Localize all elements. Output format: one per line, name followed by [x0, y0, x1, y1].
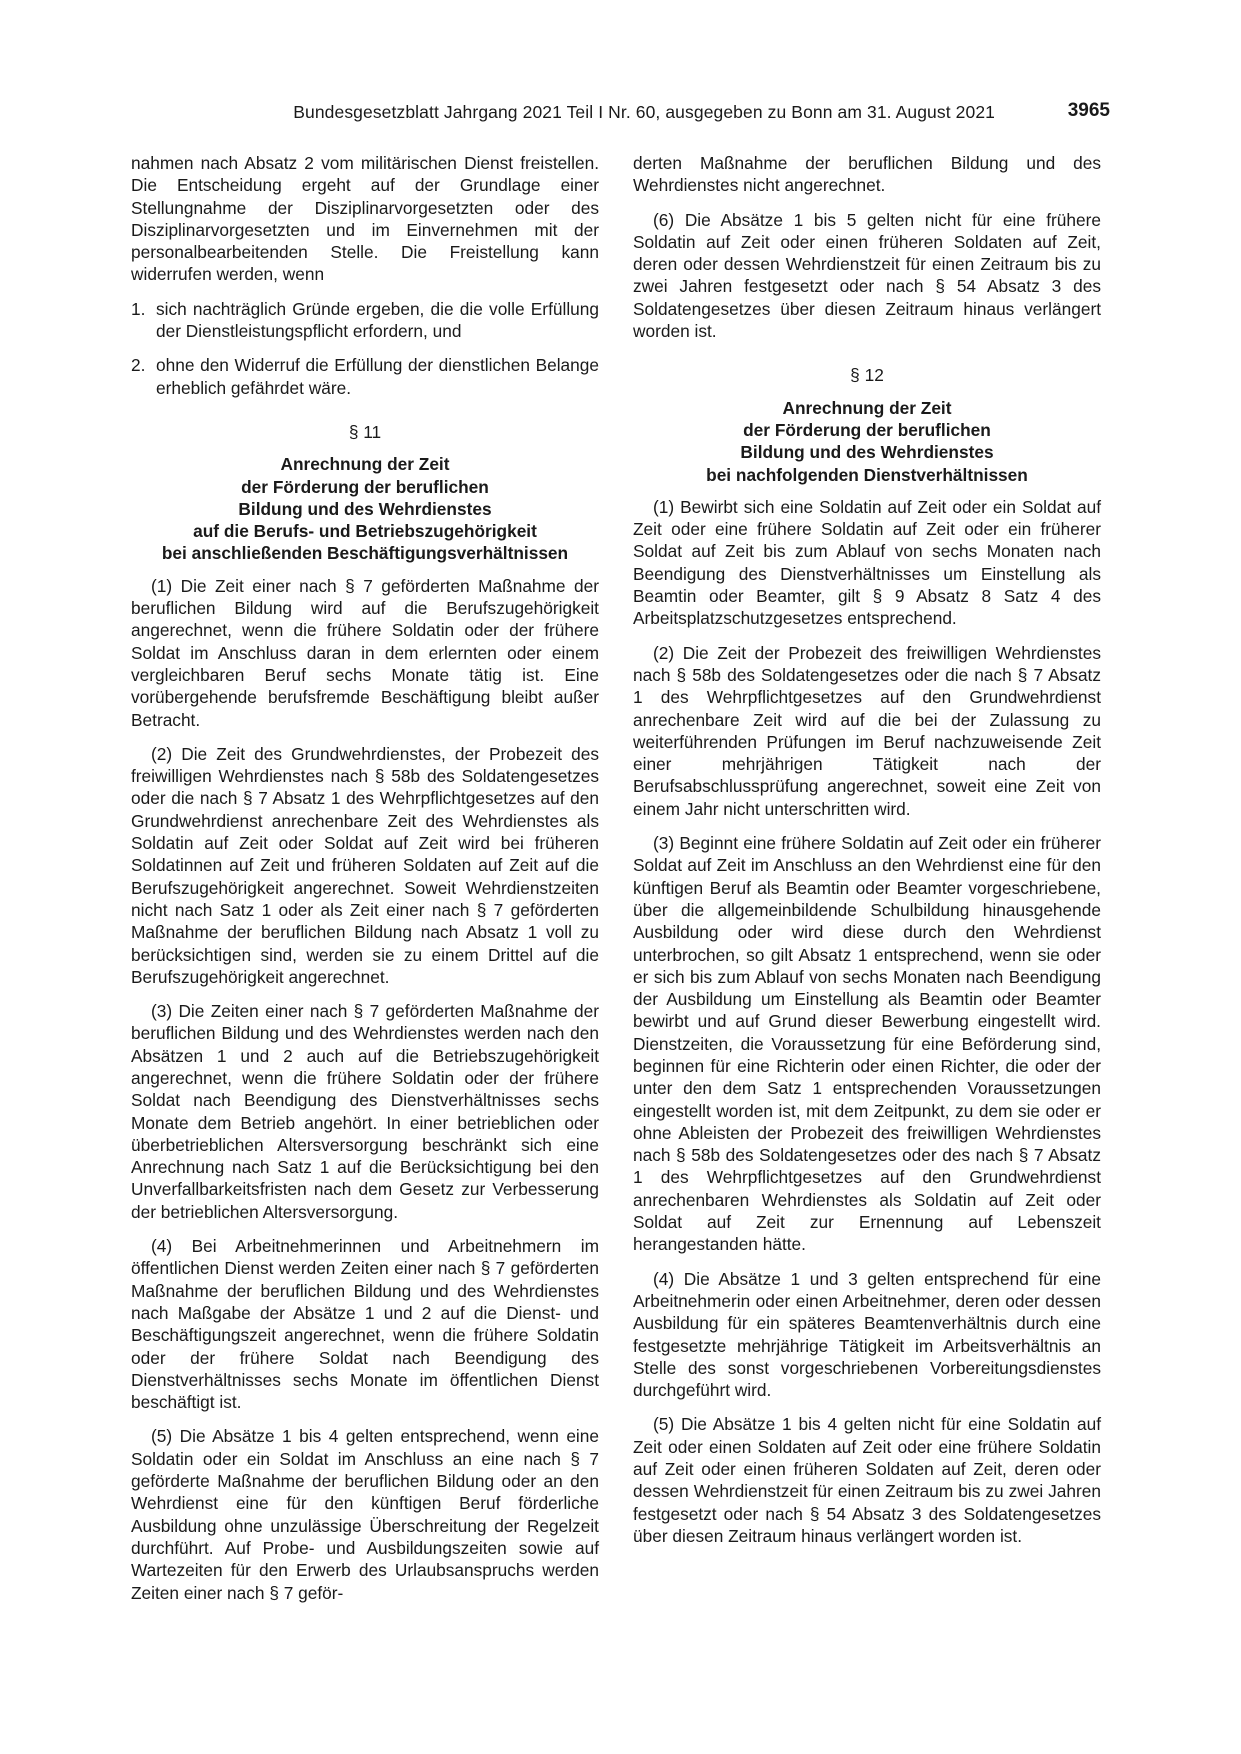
- section-12-paragraph-1: (1) Bewirbt sich eine Soldatin auf Zeit oder ein Soldat auf Zeit oder eine frühere Soldatin auf Zeit oder ein früherer Soldat auf Zeit bis zum Ablauf von sechs Monaten nach Beendigung des Dienstverhältnisses um Einstellung als Beamtin oder Beamter, gilt § 9 Absatz 8 Satz 4 des Arbeitsplatzschutzgesetzes entsprechend.: [633, 496, 1101, 629]
- section-11-paragraph-3: (3) Die Zeiten einer nach § 7 geförderten Maßnahme der beruflichen Bildung und des Wehrdienstes werden nach den Absätzen 1 und 2 auch auf die Betriebszugehörigkeit angerechnet, wenn die frühere Soldatin oder der frühere Soldat nach Beendigung des Dienstverhältnisses sechs Monate dem Betrieb angehört. In einer betrieblichen oder überbetrieblichen Altersversorgung beschränkt sich eine Anrechnung nach Satz 1 auf die Berücksichtigung bei den Unverfallbarkeitsfristen nach dem Gesetz zur Verbesserung der betrieblichen Altersversorgung.: [131, 1001, 599, 1222]
- section-title-line: der Förderung der beruflichen: [241, 476, 489, 497]
- section-11-paragraph-1: (1) Die Zeit einer nach § 7 geförderten Maßnahme der beruflichen Bildung wird auf die Berufszugehörigkeit angerechnet, wenn die frühere Soldatin oder der frühere Soldat im Anschluss daran in dem erlernten oder einem vergleichbaren Beruf sechs Monate tätig ist. Eine vorübergehende berufsfremde Beschäftigung bleibt außer Betracht.: [131, 575, 599, 730]
- section-12-title: [633, 397, 1101, 486]
- section-title-line: Anrechnung der Zeit: [280, 454, 450, 475]
- section-11-paragraph-4: (4) Bei Arbeitnehmerinnen und Arbeitnehmern im öffentlichen Dienst werden Zeiten einer nach § 7 geförderten Maßnahme der beruflichen Bildung und des Wehrdienstes nach Maßgabe der Absätze 1 und 2 auf die Dienst- und Beschäftigungszeit angerechnet, wenn die frühere Soldatin oder der frühere Soldat nach Beendigung des Dienstverhältnisses sechs Monate im öffentlichen Dienst beschäftigt ist.: [131, 1236, 599, 1413]
- section-title-line: Anrechnung der Zeit: [782, 397, 952, 418]
- section-11-paragraph-2: (2) Die Zeit des Grundwehrdienstes, der Probezeit des freiwilligen Wehrdienstes nach § 58b des Soldatengesetzes oder die nach § 7 Absatz 1 des Wehrpflichtgesetzes auf den Grundwehrdienst anrechenbare Zeit des Wehrdienstes als Soldatin auf Zeit oder Soldat auf Zeit wird bei früheren Soldatinnen auf Zeit und früheren Soldaten auf Zeit auf die Berufszugehörigkeit angerechnet. Soweit Wehrdienstzeiten nicht nach Satz 1 oder als Zeit einer nach § 7 geförderten Maßnahme der beruflichen Bildung nach Absatz 1 voll zu berücksichtigen sind, werden sie zu einem Drittel auf die Berufszugehörigkeit angerechnet.: [131, 743, 599, 987]
- section-title-line: bei nachfolgenden Dienstverhältnissen: [706, 464, 1028, 485]
- section-11-continuation: derten Maßnahme der beruflichen Bildung und des Wehrdienstes nicht angerechnet.: [633, 153, 1101, 196]
- list-text: sich nachträglich Gründe ergeben, die die volle Erfüllung der Dienstleistungspflicht erfordern, und: [156, 298, 599, 342]
- list-number: 2.: [131, 355, 146, 376]
- section-title-line: der Förderung der beruflichen: [743, 419, 991, 440]
- section-11-paragraph-5: (5) Die Absätze 1 bis 4 gelten entsprechend, wenn eine Soldatin oder ein Soldat im Anschluss an eine nach § 7 geförderte Maßnahme der beruflichen Bildung oder an den Wehrdienst eine für den künftigen Beruf förderliche Ausbildung ohne unzulässige Überschreitung der Regelzeit durchführt. Auf Probe- und Ausbildungszeiten sowie auf Wartezeiten für den Erwerb des Urlaubsanspruchs werden Zeiten einer nach § 7 geför-: [131, 1426, 599, 1603]
- section-title-line: auf die Berufs- und Betriebszugehörigkeit: [193, 521, 537, 542]
- section-11-title: [131, 453, 599, 564]
- section-title-line: Bildung und des Wehrdienstes: [740, 442, 994, 463]
- list-number: 1.: [131, 298, 146, 319]
- section-12-sign: § 12: [850, 365, 884, 386]
- left-column: [131, 152, 599, 1616]
- section-11-sign: § 11: [348, 421, 382, 442]
- section-title-line: Bildung und des Wehrdienstes: [238, 498, 492, 519]
- section-12-paragraph-2: (2) Die Zeit der Probezeit des freiwilligen Wehrdienstes nach § 58b des Soldatengesetzes oder die nach § 7 Absatz 1 des Wehrpflichtgesetzes auf den Grundwehrdienst anrechenbare Zeit wird auf die bei der Zulassung zu weiterführenden Prüfungen im Beruf nachzuweisende Zeit einer mehrjährigen Tätigkeit nach der Berufsabschlussprüfung angerechnet, soweit eine Zeit von einem Jahr nicht unterschritten wird.: [633, 642, 1101, 819]
- page-number: 3965: [1067, 100, 1110, 121]
- section-title-line: bei anschließenden Beschäftigungsverhältnissen: [161, 543, 569, 564]
- section-12-paragraph-4: (4) Die Absätze 1 und 3 gelten entsprechend für eine Arbeitnehmerin oder einen Arbeitnehmer, deren oder dessen Ausbildung für ein späteres Beamtenverhältnis durch eine festgesetzte mehrjährige Tätigkeit im Arbeitsverhältnis an Stelle des sonst vorgeschriebenen Vorbereitungsdienstes durchgeführt wird.: [633, 1268, 1101, 1401]
- right-column: [633, 152, 1101, 1559]
- page-header: [130, 100, 1112, 130]
- gazette-title: Bundesgesetzblatt Jahrgang 2021 Teil I Nr. 60, ausgegeben zu Bonn am 31. August 2021: [293, 102, 995, 122]
- left-intro-paragraph: nahmen nach Absatz 2 vom militärischen Dienst freistellen. Die Entscheidung ergeht auf der Grundlage einer Stellungnahme der Disziplinarvorgesetzten oder des Disziplinarvorgesetzten und im Einvernehmen mit der personalbearbeitenden Stelle. Die Freistellung kann widerrufen werden, wenn: [131, 153, 599, 285]
- list-item: [131, 298, 599, 343]
- section-12-paragraph-5: (5) Die Absätze 1 bis 4 gelten nicht für eine Soldatin auf Zeit oder einen Soldaten auf Zeit oder eine frühere Soldatin auf Zeit oder einen früheren Soldaten auf Zeit, deren oder dessen Wehrdienstzeit für einen Zeitraum bis zu zwei Jahren festgesetzt oder nach § 54 Absatz 3 des Soldatengesetzes über diesen Zeitraum hinaus verlängert worden ist.: [633, 1414, 1101, 1546]
- list-text: ohne den Widerruf die Erfüllung der dienstlichen Belange erheblich gefährdet wäre.: [156, 355, 599, 398]
- list-item: [131, 354, 599, 399]
- section-11-paragraph-6: (6) Die Absätze 1 bis 5 gelten nicht für eine frühere Soldatin auf Zeit oder einen früheren Soldaten auf Zeit, deren oder dessen Wehrdienstzeit für einen Zeitraum bis zu zwei Jahren festgesetzt oder nach § 54 Absatz 3 des Soldatengesetzes über diesen Zeitraum hinaus verlängert worden ist.: [633, 209, 1101, 342]
- section-12-paragraph-3: (3) Beginnt eine frühere Soldatin auf Zeit oder ein früherer Soldat auf Zeit im Anschluss an den Wehrdienst eine für den künftigen Beruf als Beamtin oder Beamter vorgeschriebene, über die allgemeinbildende Schulbildung hinausgehende Ausbildung oder wird diese durch den Wehrdienst unterbrochen, so gilt Absatz 1 entsprechend, wenn sie oder er sich bis zum Ablauf von sechs Monaten nach Beendigung der Ausbildung um Einstellung als Beamtin oder Beamter bewirbt und auf Grund dieser Bewerbung eingestellt wird. Dienstzeiten, die Voraussetzung für eine Beförderung sind, beginnen für eine Richterin oder einen Richter, die oder der unter den dem Satz 1 entsprechenden Voraussetzungen eingestellt worden ist, mit dem Zeitpunkt, zu dem sie oder er ohne Ableisten der Probezeit des freiwilligen Wehrdienstes nach § 58b des Soldatengesetzes oder des nach § 7 Absatz 1 des Wehrpflichtgesetzes auf den Grundwehrdienst anrechenbaren Wehrdienstes als Soldatin auf Zeit oder Soldat auf Zeit zur Ernennung auf Lebenszeit herangestanden hätte.: [633, 833, 1101, 1255]
- revocation-list: [131, 298, 599, 399]
